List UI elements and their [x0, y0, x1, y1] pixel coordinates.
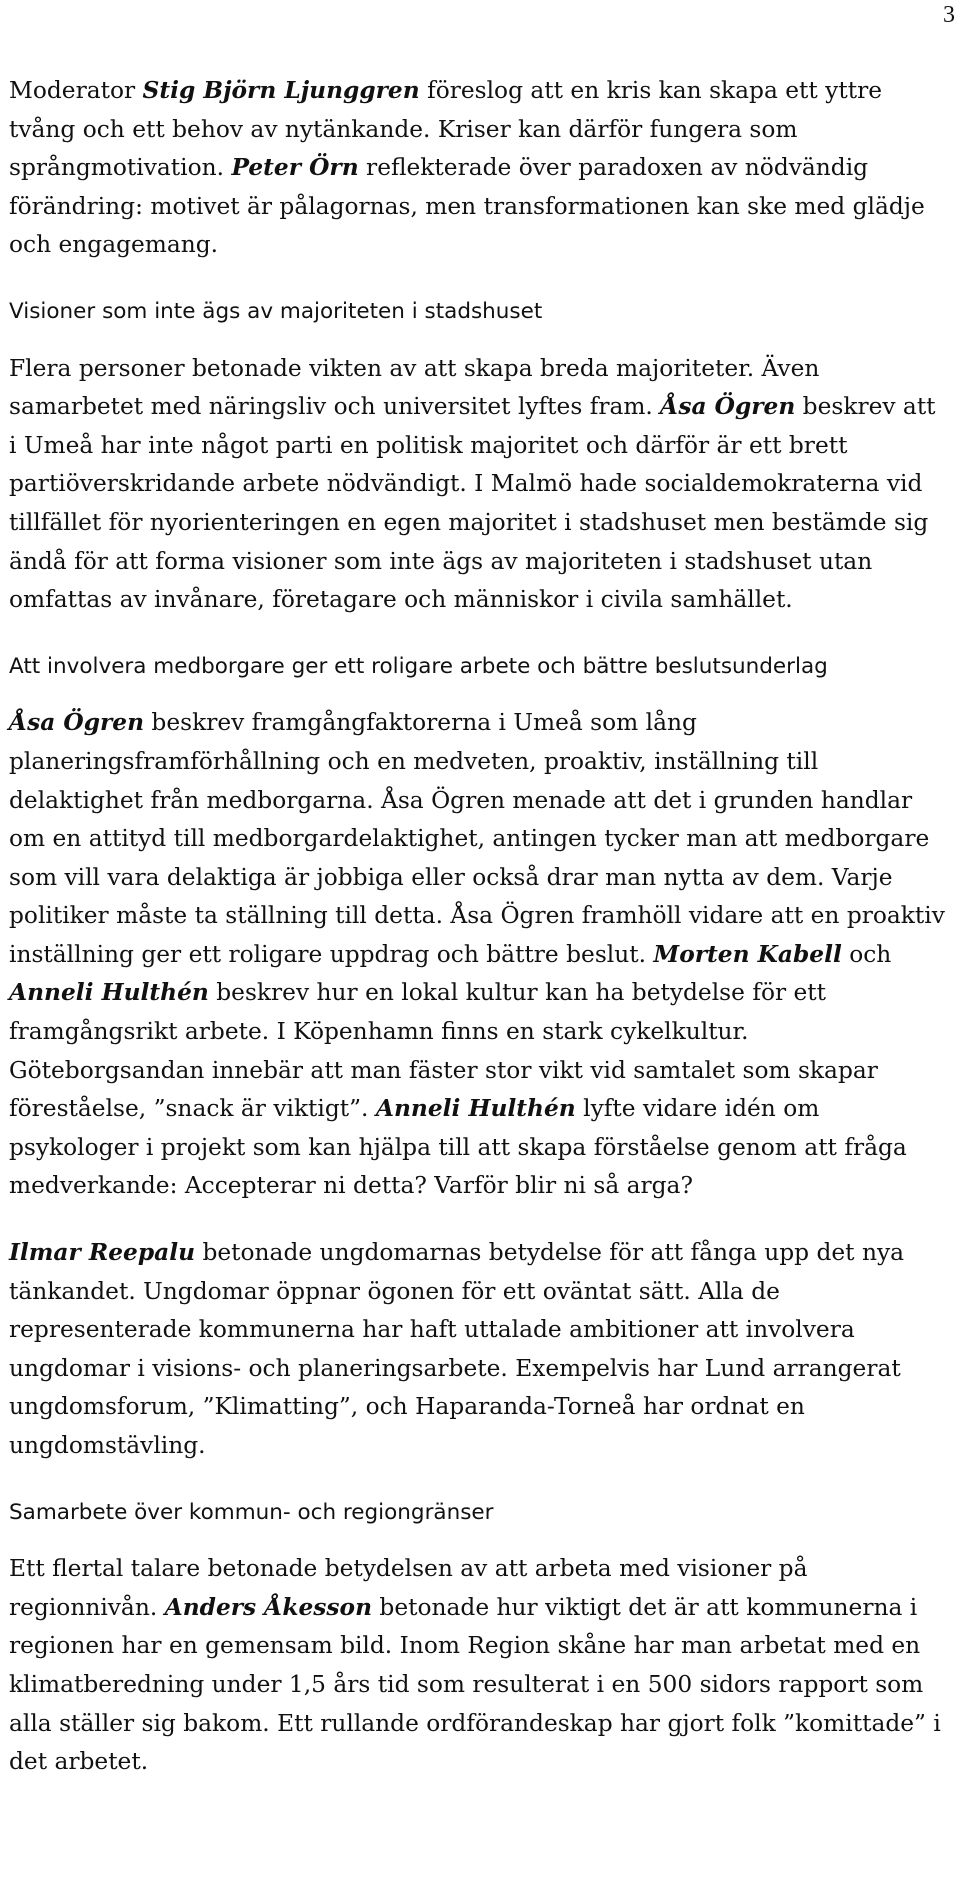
text-run: beskrev hur en lokal kultur kan ha betydelse för ett framgångsrikt arbete. I Köpenhamn finns en stark cykelkultur. Göteborgsandan innebär att man fäster stor vikt vid samtalet som skapar föreståelse, ”snack är viktigt”. [9, 979, 878, 1123]
section-heading-visioner: Visioner som inte ägs av majoriteten i stadshuset [9, 298, 543, 324]
text-run: betonade hur viktigt det är att kommunerna i regionen har en gemensam bild. Inom Region skåne har man arbetat med en klimatberedning under 1,5 års tid som resulterat i en 500 sidors rapport som alla ställer sig bakom. Ett rullande ordförandeskap har gjort folk ”komittade” i det arbetet. [9, 1593, 941, 1776]
person-name: Stig Björn Ljunggren [142, 77, 420, 104]
section-heading-medborgare: Att involvera medborgare ger ett roligare arbete och bättre beslutsunderlag [9, 653, 828, 679]
paragraph-ungdomar [9, 1234, 949, 1466]
text-run: beskrev att i Umeå har inte något parti en politisk majoritet och därför är ett brett partiöverskridande arbete nödvändigt. I Malmö hade socialdemokraterna vid tillfället för nyorienteringen en egen majoritet i stadshuset men bestämde sig ändå för att forma visioner som inte ägs av majoriteten i stadshuset utan omfattas av invånare, företagare och människor i civila samhället. [9, 393, 936, 614]
person-name: Anneli Hulthén [9, 979, 209, 1007]
paragraph-majoriteter [9, 350, 949, 620]
person-name: Åsa Ögren [660, 393, 796, 421]
section-heading-samarbete: Samarbete över kommun- och regiongränser [9, 1499, 494, 1525]
page-number: 3 [943, 2, 955, 28]
text-run: reflekterade över paradoxen av nödvändig förändring: motivet är pålagornas, men transformationen kan ske med glädje och engagemang. [9, 154, 925, 259]
paragraph-regionniva [9, 1550, 949, 1782]
text-run: lyfte vidare idén om psykologer i projekt som kan hjälpa till att skapa förståelse genom att fråga medverkande: Accepterar ni detta? Varför blir ni så arga? [9, 1095, 907, 1200]
text-run: betonade ungdomarnas betydelse för att fånga upp det nya tänkandet. Ungdomar öppnar ögonen för ett oväntat sätt. Alla de representerade kommunerna har haft uttalade ambitioner att involvera ungdomar i visions- och planeringsarbete. Exempelvis har Lund arrangerat ungdomsforum, ”Klimatting”, och Haparanda-Torneå har ordnat en ungdomstävling. [9, 1239, 905, 1459]
person-name: Åsa Ögren [9, 709, 145, 737]
paragraph-framgangsfaktorer [9, 704, 949, 1206]
text-run: Moderator [9, 77, 143, 104]
person-name: Morten Kabell [653, 940, 842, 968]
person-name: Peter Örn [231, 154, 359, 182]
text-run: Ett flertal talare betonade betydelsen av att arbeta med visioner på regionnivån. [9, 1555, 808, 1621]
person-name: Anneli Hulthén [375, 1095, 576, 1123]
text-run: och [841, 940, 892, 968]
text-run: föreslog att en kris kan skapa ett yttre tvång och ett behov av nytänkande. Kriser kan därför fungera som språngmotivation. [9, 77, 882, 182]
text-run: Flera personer betonade vikten av att skapa breda majoriteter. Även samarbetet med näringsliv och universitet lyftes fram. [9, 354, 820, 421]
person-name: Ilmar Reepalu [9, 1239, 196, 1267]
paragraph-moderator [9, 72, 949, 265]
text-run: beskrev framgångfaktorerna i Umeå som lång planeringsframförhållning och en medveten, proaktiv, inställning till delaktighet från medborgarna. Åsa Ögren menade att det i grunden handlar om en attityd till medborgardelaktighet, antingen tycker man att medborgare som vill vara delaktiga är jobbiga eller också drar man nytta av dem. Varje politiker måste ta ställning till detta. Åsa Ögren framhöll vidare att en proaktiv inställning ger ett roligare uppdrag och bättre beslut. [9, 709, 945, 968]
document-body [9, 72, 949, 1782]
person-name: Anders Åkesson [164, 1593, 373, 1621]
